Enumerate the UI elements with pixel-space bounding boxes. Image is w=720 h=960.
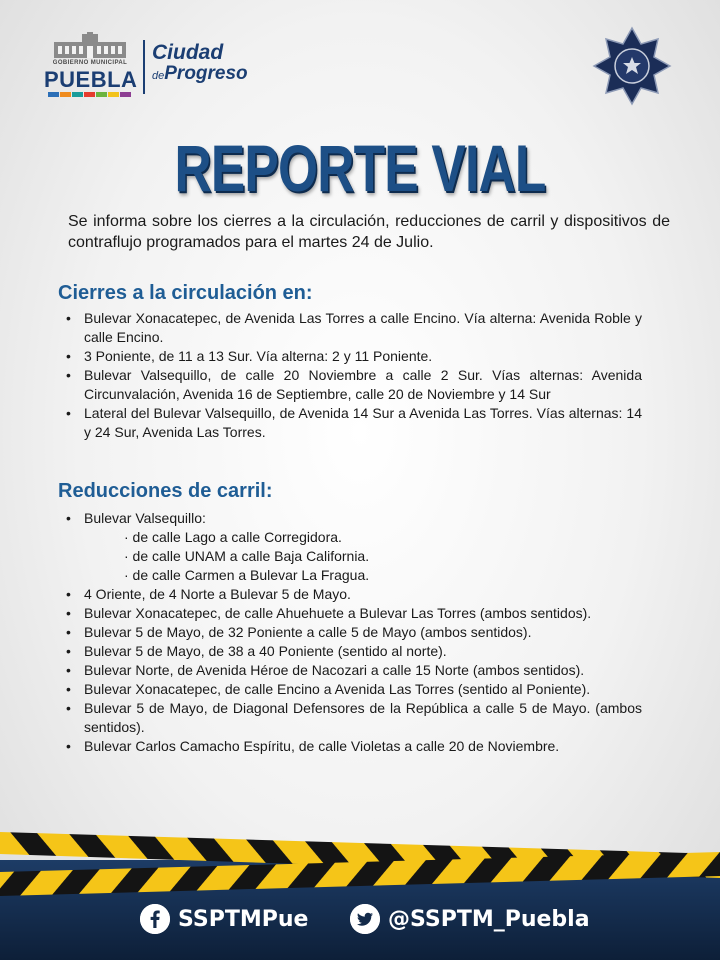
list-item: • Bulevar Valsequillo:: [64, 509, 642, 528]
logo-stripe: [60, 92, 71, 97]
logo-color-stripes: [48, 92, 132, 97]
logo-divider: [143, 40, 145, 94]
puebla-name: PUEBLA: [44, 67, 138, 92]
facebook-link[interactable]: [140, 902, 308, 936]
list-item: • Bulevar Valsequillo, de calle 20 Noviembre a calle 2 Sur. Vías alternas: Avenida Circunvalación, Avenida 16 de Septiembre, calle 20 de Noviembre y 14 Sur: [64, 366, 642, 404]
list-item: • Bulevar 5 de Mayo, de 38 a 40 Poniente (sentido al norte).: [64, 642, 642, 661]
facebook-handle: SSPTMPue: [178, 906, 309, 932]
list-item: • 3 Poniente, de 11 a 13 Sur. Vía alterna: 2 y 11 Poniente.: [64, 347, 642, 366]
list-item: • Bulevar Xonacatepec, de Avenida Las Torres a calle Encino. Vía alterna: Avenida Roble y calle Encino.: [64, 309, 642, 347]
ciudad-de-progreso-slogan: [152, 42, 248, 83]
logo-stripe: [84, 92, 95, 97]
header: [0, 0, 720, 120]
facebook-icon: [140, 904, 170, 934]
list-item: • Bulevar Norte, de Avenida Héroe de Nacozari a calle 15 Norte (ambos sentidos).: [64, 661, 642, 680]
logo-stripe: [96, 92, 107, 97]
twitter-handle: @SSPTM_Puebla: [388, 906, 590, 932]
slogan-ciudad: Ciudad: [152, 41, 224, 64]
reductions-heading: Reducciones de carril:: [58, 480, 273, 502]
list-subitem: · de calle Lago a calle Corregidora.: [124, 529, 342, 545]
list-item: • Lateral del Bulevar Valsequillo, de Avenida 14 Sur a Avenida Las Torres. Vías alternas: 14 y 24 Sur, Avenida Las Torres.: [64, 404, 642, 442]
twitter-icon: [350, 904, 380, 934]
slogan-progreso: Progreso: [164, 63, 248, 84]
logo-stripe: [120, 92, 131, 97]
slogan-de: de: [152, 70, 165, 82]
reductions-list: [64, 509, 642, 756]
logo-stripe: [72, 92, 83, 97]
closures-heading: Cierres a la circulación en:: [58, 282, 313, 304]
footer-caution-tape-banner: [0, 820, 720, 960]
slogan-progreso-line: [152, 64, 248, 83]
list-item: • Bulevar Xonacatepec, de calle Encino a Avenida Las Torres (sentido al Poniente).: [64, 680, 642, 699]
closures-list: [64, 309, 642, 442]
list-item: • Bulevar 5 de Mayo, de Diagonal Defensores de la República a calle 5 de Mayo. (ambos sentidos).: [64, 699, 642, 737]
puebla-government-logo: [44, 32, 136, 98]
list-subitem: · de calle UNAM a calle Baja California.: [124, 548, 370, 564]
logo-stripe: [108, 92, 119, 97]
list-item: • Bulevar 5 de Mayo, de 32 Poniente a calle 5 de Mayo (ambos sentidos).: [64, 623, 642, 642]
page-title: REPORTE VIAL: [174, 131, 546, 205]
logo-stripe: [48, 92, 59, 97]
list-item: • Bulevar Carlos Camacho Espíritu, de calle Violetas a calle 20 de Noviembre.: [64, 737, 642, 756]
city-hall-building-icon: [52, 32, 128, 58]
list-item: • Bulevar Xonacatepec, de calle Ahuehuete a Bulevar Las Torres (ambos sentidos).: [64, 604, 642, 623]
intro-paragraph: Se informa sobre los cierres a la circulación, reducciones de carril y dispositivos de contraflujo programados para el martes 24 de Julio.: [68, 213, 670, 251]
gobierno-municipal-label: GOBIERNO MUNICIPAL: [52, 60, 128, 66]
list-subitem: · de calle Carmen a Bulevar La Fragua.: [124, 567, 370, 583]
list-item: • 4 Oriente, de 4 Norte a Bulevar 5 de Mayo.: [64, 585, 642, 604]
police-star-badge-icon: [592, 26, 672, 106]
twitter-link[interactable]: [350, 902, 590, 936]
